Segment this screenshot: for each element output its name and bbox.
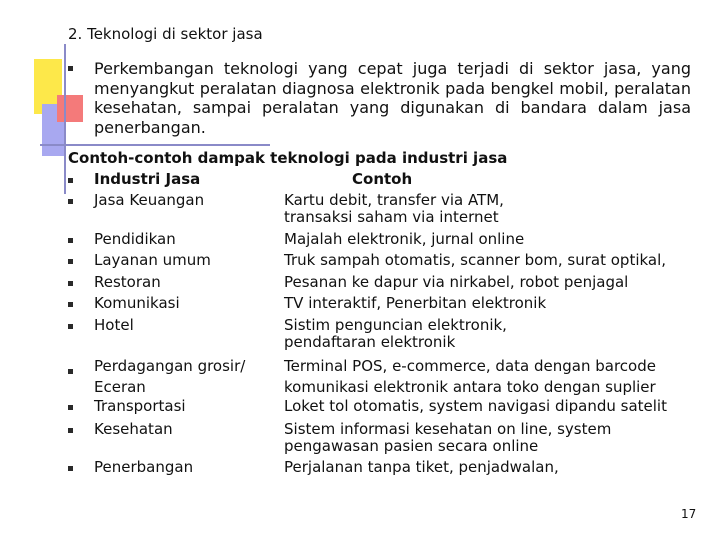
example-cell: Perjalanan tanpa tiket, penjadwalan, <box>284 458 559 476</box>
example-cell: Pesanan ke dapur via nirkabel, robot penjagal <box>284 273 629 291</box>
example-cell: Kartu debit, transfer via ATM, transaksi saham via internet <box>284 191 504 226</box>
decorative-horizontal-line <box>40 144 270 146</box>
example-cell: TV interaktif, Penerbitan elektronik <box>284 294 547 312</box>
example-cell: Sistem informasi kesehatan on line, system pengawasan pasien secara online <box>284 420 612 455</box>
industry-cell: Kesehatan <box>94 420 173 438</box>
column-header-industry: Industri Jasa <box>94 170 201 188</box>
decorative-red-square <box>57 95 83 122</box>
industry-cell: Komunikasi <box>94 294 180 312</box>
industry-cell: Restoran <box>94 273 161 291</box>
page-number: 17 <box>681 507 697 521</box>
example-cell: Loket tol otomatis, system navigasi dipandu satelit <box>284 397 667 415</box>
industry-cell: Penerbangan <box>94 458 194 476</box>
bullet-icon <box>68 369 73 374</box>
industry-cell: Pendidikan <box>94 230 176 248</box>
example-cell: Terminal POS, e-commerce, data dengan barcode komunikasi elektronik antara toko dengan suplier <box>284 357 656 396</box>
bullet-icon <box>68 66 73 71</box>
bullet-icon <box>68 466 73 471</box>
bullet-icon <box>68 405 73 410</box>
bullet-icon <box>68 238 73 243</box>
table-subheading: Contoh-contoh dampak teknologi pada industri jasa <box>68 149 508 167</box>
bullet-icon <box>68 281 73 286</box>
bullet-icon <box>68 302 73 307</box>
industry-cell: Layanan umum <box>94 251 211 269</box>
industry-cell: Perdagangan grosir/ Eceran <box>94 357 246 396</box>
industry-cell: Jasa Keuangan <box>94 191 205 209</box>
bullet-icon <box>68 324 73 329</box>
bullet-icon <box>68 428 73 433</box>
bullet-icon <box>68 199 73 204</box>
bullet-icon <box>68 259 73 264</box>
example-cell: Sistim penguncian elektronik, pendaftaran elektronik <box>284 316 507 351</box>
example-cell: Truk sampah otomatis, scanner bom, surat optikal, <box>284 251 667 269</box>
column-header-example: Contoh <box>352 170 413 188</box>
intro-paragraph: Perkembangan teknologi yang cepat juga terjadi di sektor jasa, yang menyangkut peralatan diagnosa elektronik pada bengkel mobil, peralatan kesehatan, sampai peralatan yang digunakan di bandara dalam jasa penerbangan. <box>94 59 691 137</box>
slide-heading: 2. Teknologi di sektor jasa <box>68 25 263 43</box>
bullet-icon <box>68 178 73 183</box>
industry-cell: Transportasi <box>94 397 186 415</box>
decorative-vertical-line <box>64 44 66 194</box>
example-cell: Majalah elektronik, jurnal online <box>284 230 525 248</box>
industry-cell: Hotel <box>94 316 134 334</box>
